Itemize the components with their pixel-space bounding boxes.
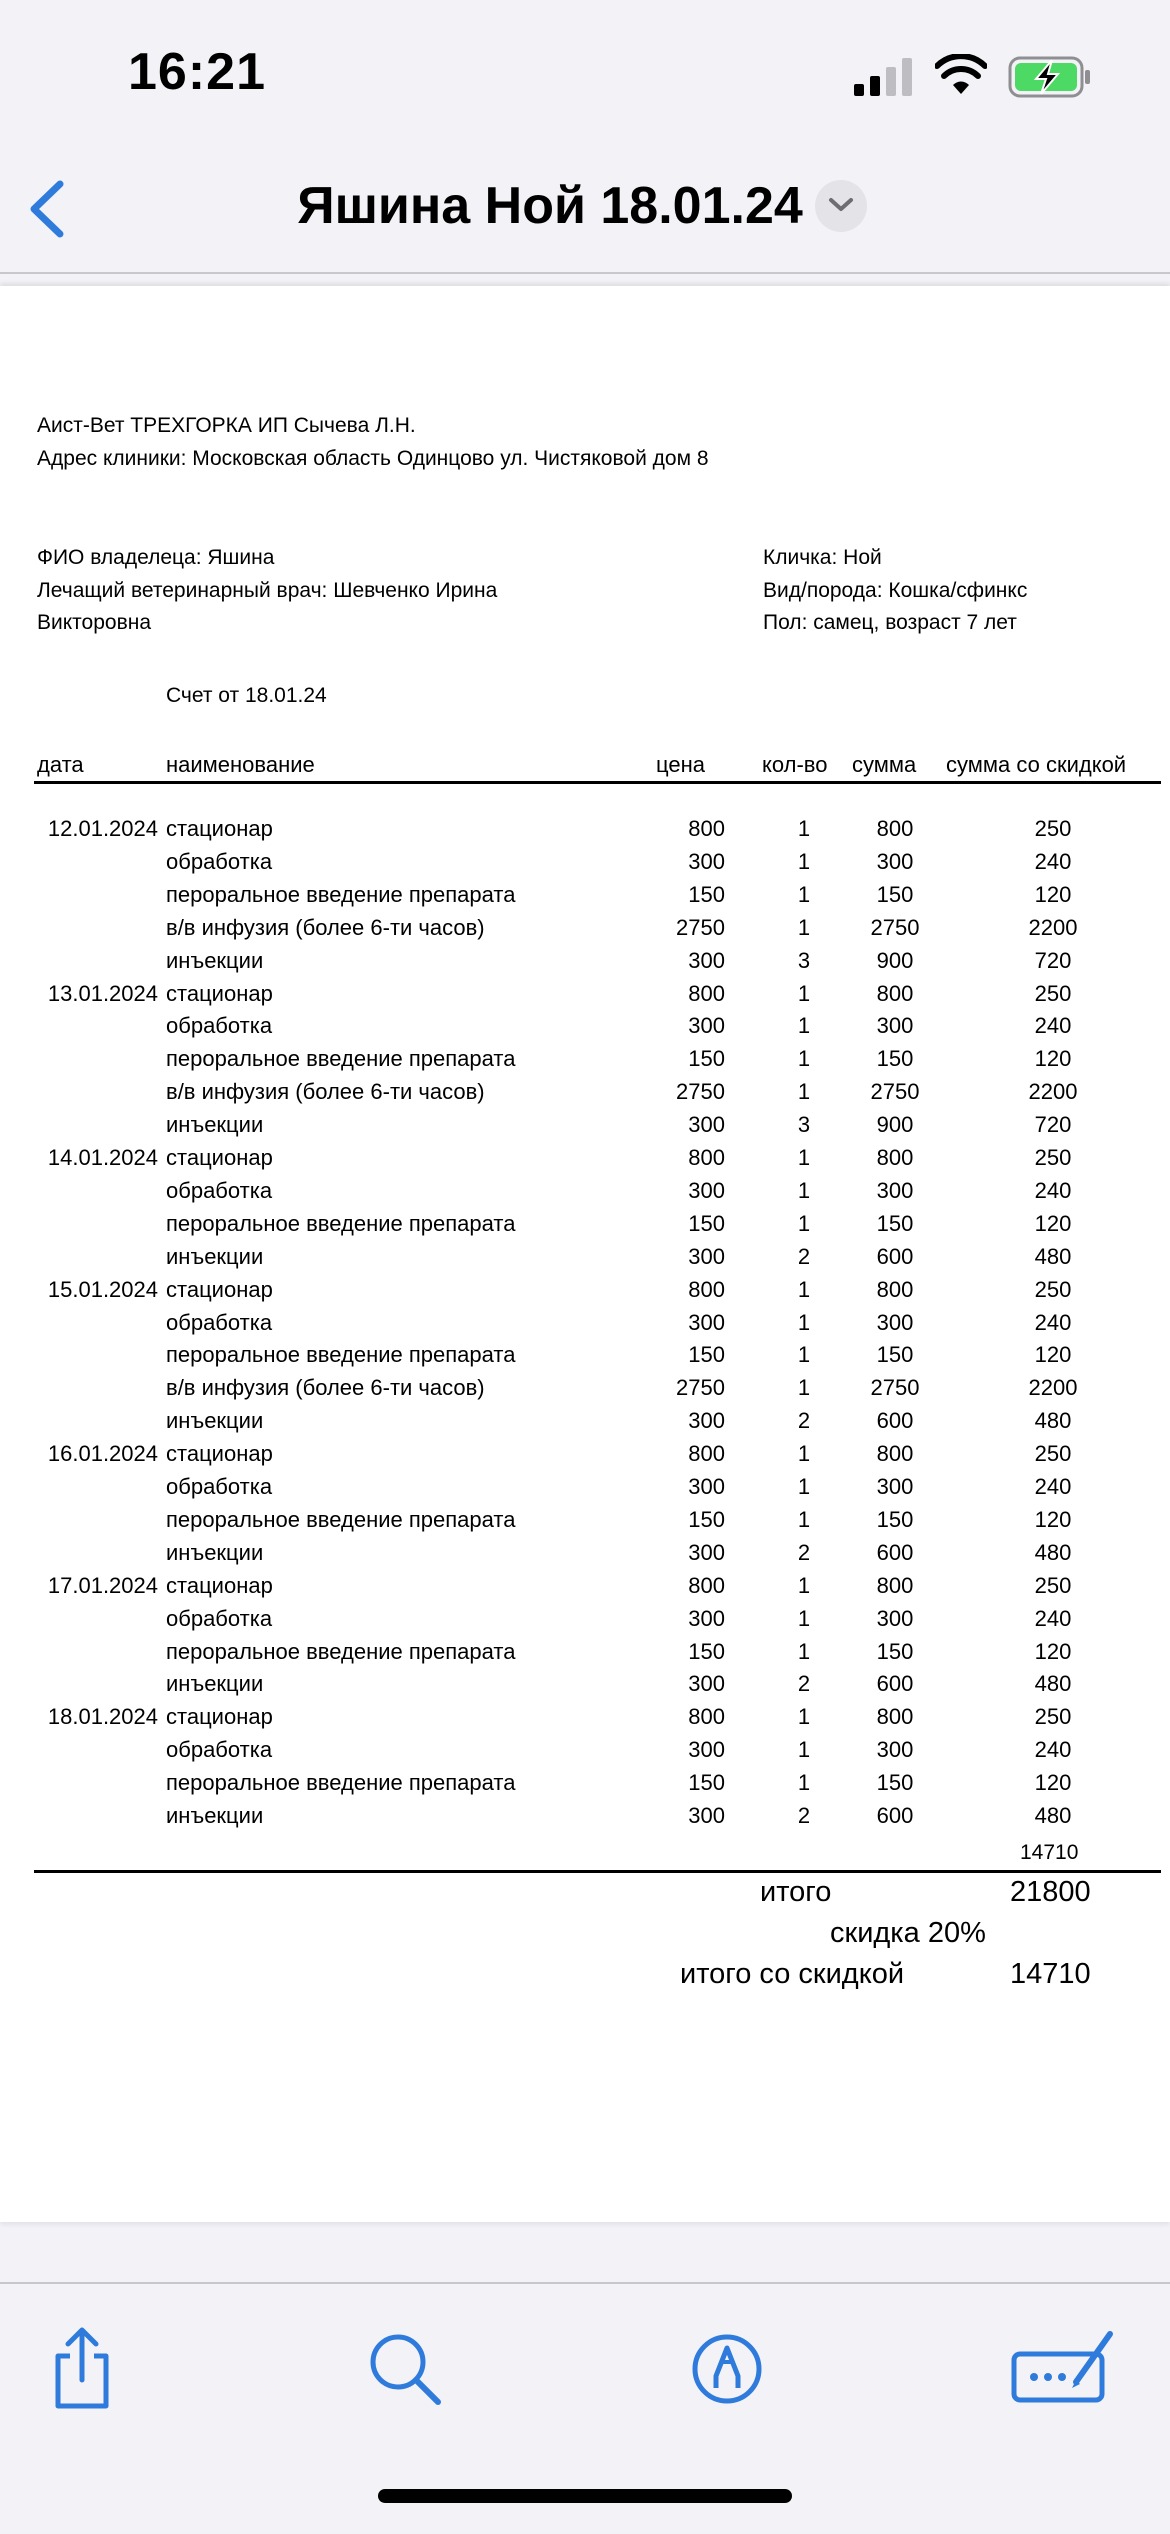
wifi-icon <box>935 54 987 96</box>
cell-qty: 2 <box>797 1243 811 1269</box>
cell-name: в/в инфузия (более 6-ти часов) <box>166 914 485 940</box>
cell-sum: 800 <box>876 816 914 841</box>
cell-sum: 150 <box>876 1770 914 1796</box>
cell-qty: 1 <box>797 1441 811 1467</box>
cell-discounted-sum: 120 <box>1034 1506 1072 1532</box>
cell-price: 300 <box>688 1605 725 1631</box>
cell-qty: 1 <box>797 1210 811 1236</box>
cell-name: инъекции <box>166 1243 264 1269</box>
cell-discounted-sum: 120 <box>1034 1638 1072 1664</box>
cell-name: инъекции <box>166 947 264 973</box>
table-row <box>0 1639 1170 1672</box>
table-row <box>0 849 1170 882</box>
column-header-discounted-sum: сумма со скидкой <box>946 752 1127 777</box>
owner-name: ФИО владелеца: Яшина <box>37 546 275 569</box>
cell-name: инъекции <box>166 1408 264 1434</box>
cell-qty: 1 <box>797 1046 811 1072</box>
cell-price: 300 <box>688 1474 725 1499</box>
cell-qty: 1 <box>797 1309 811 1335</box>
cell-sum: 600 <box>876 1408 914 1434</box>
cell-sum: 300 <box>876 1177 914 1203</box>
cell-price: 2750 <box>676 1079 725 1105</box>
cell-name: пероральное введение препарата <box>166 1506 516 1532</box>
cell-qty: 3 <box>797 947 811 973</box>
cell-price: 2750 <box>676 914 725 940</box>
table-row <box>0 1507 1170 1540</box>
cell-date: 13.01.2024 <box>47 980 158 1006</box>
cell-price: 800 <box>688 1704 725 1730</box>
cell-price: 300 <box>688 848 725 874</box>
document-title[interactable] <box>0 176 1170 236</box>
cell-name: стационар <box>166 980 273 1006</box>
table-row <box>0 1244 1170 1277</box>
cell-discounted-sum: 480 <box>1034 1243 1072 1269</box>
cell-sum: 900 <box>876 1112 914 1138</box>
table-row <box>0 1737 1170 1770</box>
cell-qty: 1 <box>797 1737 811 1763</box>
cell-price: 300 <box>688 1737 725 1763</box>
table-row <box>0 1770 1170 1803</box>
cell-price: 800 <box>688 1441 725 1467</box>
pet-breed: Вид/порода: Кошка/сфинкс <box>763 579 1028 602</box>
vet-name-line1: Лечащий ветеринарный врач: Шевченко Ирина <box>37 579 498 602</box>
cell-sum: 600 <box>876 1803 914 1828</box>
markup-icon <box>682 2324 772 2414</box>
cell-sum: 300 <box>876 1474 914 1499</box>
cell-price: 300 <box>688 1309 725 1335</box>
cell-price: 300 <box>688 1671 725 1697</box>
table-row <box>0 1408 1170 1441</box>
cell-discounted-sum: 2200 <box>1028 1079 1078 1105</box>
cell-name: пероральное введение препарата <box>166 881 516 907</box>
cell-discounted-sum: 2200 <box>1028 914 1078 940</box>
status-bar <box>0 0 1170 150</box>
cellular-signal-icon <box>852 58 914 98</box>
clinic-name: Аист-Вет ТРЕХГОРКА ИП Сычева Л.Н. <box>37 414 416 437</box>
cell-sum: 800 <box>876 1276 914 1302</box>
cell-qty: 1 <box>797 1474 811 1499</box>
cell-name: обработка <box>166 1309 273 1335</box>
table-row <box>0 816 1170 849</box>
final-total-label: итого со скидкой <box>680 1958 905 1990</box>
cell-sum: 300 <box>876 1737 914 1763</box>
cell-sum: 2750 <box>870 1079 920 1105</box>
navigation-bar <box>0 150 1170 274</box>
cell-name: стационар <box>166 1441 273 1467</box>
cell-qty: 3 <box>797 1112 811 1138</box>
cell-qty: 2 <box>797 1408 811 1434</box>
cell-date: 18.01.2024 <box>47 1704 158 1730</box>
column-header-name: наименование <box>166 752 315 777</box>
cell-qty: 1 <box>797 1342 811 1368</box>
cell-price: 300 <box>688 1112 725 1138</box>
table-row <box>0 1441 1170 1474</box>
cell-name: пероральное введение препарата <box>166 1210 516 1236</box>
cell-sum: 800 <box>876 1145 914 1170</box>
cell-discounted-sum: 240 <box>1034 848 1072 874</box>
cell-sum: 600 <box>876 1671 914 1697</box>
table-row <box>0 1079 1170 1112</box>
cell-qty: 1 <box>797 1013 811 1039</box>
cell-name: обработка <box>166 848 273 874</box>
cell-sum: 150 <box>876 1210 914 1236</box>
cell-qty: 1 <box>797 881 811 907</box>
cell-name: обработка <box>166 1013 273 1039</box>
cell-discounted-sum: 2200 <box>1028 1375 1078 1401</box>
cell-name: обработка <box>166 1737 273 1763</box>
cell-qty: 2 <box>797 1671 811 1697</box>
cell-qty: 1 <box>797 1605 811 1631</box>
table-row <box>0 1112 1170 1145</box>
cell-discounted-sum: 250 <box>1034 1704 1072 1730</box>
share-icon <box>40 2324 130 2414</box>
table-row <box>0 1375 1170 1408</box>
column-total-value: 14710 <box>1020 1841 1079 1864</box>
cell-qty: 1 <box>797 1177 811 1203</box>
form-fill-icon <box>1010 2324 1120 2414</box>
cell-price: 150 <box>688 1342 725 1368</box>
cell-qty: 1 <box>797 1770 811 1796</box>
cell-sum: 800 <box>876 1572 914 1598</box>
cell-price: 150 <box>688 1506 725 1532</box>
cell-price: 300 <box>688 1177 725 1203</box>
table-row <box>0 1310 1170 1343</box>
clinic-address: Адрес клиники: Московская область Одинцово ул. Чистяковой дом 8 <box>37 447 709 470</box>
cell-sum: 800 <box>876 980 914 1006</box>
table-row <box>0 948 1170 981</box>
cell-discounted-sum: 720 <box>1034 947 1072 973</box>
cell-discounted-sum: 120 <box>1034 1342 1072 1368</box>
table-row <box>0 1145 1170 1178</box>
cell-price: 300 <box>688 1243 725 1269</box>
title-menu-button[interactable] <box>815 180 867 232</box>
cell-name: обработка <box>166 1474 273 1499</box>
search-icon <box>360 2324 450 2414</box>
cell-qty: 1 <box>797 1145 811 1170</box>
total-value: 21800 <box>1010 1876 1091 1908</box>
table-row <box>0 882 1170 915</box>
document-title-text: Яшина Ной 18.01.24 <box>297 177 803 235</box>
cell-sum: 600 <box>876 1243 914 1269</box>
cell-price: 150 <box>688 1210 725 1236</box>
column-header-price: цена <box>656 752 705 777</box>
cell-discounted-sum: 120 <box>1034 881 1072 907</box>
cell-discounted-sum: 240 <box>1034 1605 1072 1631</box>
cell-name: стационар <box>166 1145 273 1170</box>
cell-discounted-sum: 120 <box>1034 1770 1072 1796</box>
cell-price: 300 <box>688 1539 725 1565</box>
table-row <box>0 1573 1170 1606</box>
cell-price: 300 <box>688 947 725 973</box>
status-time: 16:21 <box>128 43 266 101</box>
cell-sum: 800 <box>876 1441 914 1467</box>
table-row <box>0 1704 1170 1737</box>
table-row <box>0 1277 1170 1310</box>
cell-name: инъекции <box>166 1539 264 1565</box>
cell-name: пероральное введение препарата <box>166 1342 516 1368</box>
table-row <box>0 1474 1170 1507</box>
search-button[interactable] <box>360 2324 450 2414</box>
cell-discounted-sum: 250 <box>1034 1572 1072 1598</box>
discount-label: скидка 20% <box>830 1917 986 1949</box>
final-total-value: 14710 <box>1010 1958 1091 1990</box>
cell-qty: 1 <box>797 816 811 841</box>
cell-sum: 150 <box>876 1638 914 1664</box>
cell-qty: 2 <box>797 1803 811 1828</box>
cell-sum: 800 <box>876 1704 914 1730</box>
cell-discounted-sum: 480 <box>1034 1539 1072 1565</box>
cell-date: 15.01.2024 <box>47 1276 158 1302</box>
cell-price: 300 <box>688 1408 725 1434</box>
cell-qty: 2 <box>797 1539 811 1565</box>
table-row <box>0 981 1170 1014</box>
table-row <box>0 1803 1170 1836</box>
cell-price: 150 <box>688 1770 725 1796</box>
cell-qty: 1 <box>797 1506 811 1532</box>
cell-date: 17.01.2024 <box>47 1572 158 1598</box>
cell-name: в/в инфузия (более 6-ти часов) <box>166 1079 485 1105</box>
table-row <box>0 1046 1170 1079</box>
cell-discounted-sum: 250 <box>1034 1441 1072 1467</box>
cell-price: 800 <box>688 1572 725 1598</box>
table-row <box>0 1606 1170 1639</box>
cell-sum: 150 <box>876 1046 914 1072</box>
pet-sex-age: Пол: самец, возраст 7 лет <box>763 611 1017 634</box>
cell-sum: 2750 <box>870 1375 920 1401</box>
cell-qty: 1 <box>797 1572 811 1598</box>
cell-discounted-sum: 240 <box>1034 1309 1072 1335</box>
cell-name: обработка <box>166 1177 273 1203</box>
cell-discounted-sum: 120 <box>1034 1210 1072 1236</box>
cell-name: инъекции <box>166 1671 264 1697</box>
cell-price: 150 <box>688 1638 725 1664</box>
cell-sum: 300 <box>876 848 914 874</box>
cell-price: 150 <box>688 881 725 907</box>
cell-qty: 1 <box>797 1638 811 1664</box>
cell-discounted-sum: 480 <box>1034 1408 1072 1434</box>
cell-name: стационар <box>166 1572 273 1598</box>
cell-price: 300 <box>688 1013 725 1039</box>
cell-name: стационар <box>166 1704 273 1730</box>
vet-name-line2: Викторовна <box>37 611 152 634</box>
column-header-date: дата <box>37 752 84 777</box>
cell-sum: 300 <box>876 1013 914 1039</box>
totals-divider <box>34 1870 1161 1873</box>
cell-price: 800 <box>688 816 725 841</box>
cell-name: обработка <box>166 1605 273 1631</box>
cell-name: стационар <box>166 816 273 841</box>
cell-discounted-sum: 240 <box>1034 1013 1072 1039</box>
cell-name: в/в инфузия (более 6-ти часов) <box>166 1375 485 1401</box>
cell-discounted-sum: 480 <box>1034 1671 1072 1697</box>
cell-qty: 1 <box>797 1276 811 1302</box>
total-label: итого <box>760 1876 832 1908</box>
cell-discounted-sum: 250 <box>1034 816 1072 841</box>
cell-price: 300 <box>688 1803 725 1828</box>
cell-qty: 1 <box>797 1704 811 1730</box>
cell-discounted-sum: 240 <box>1034 1474 1072 1499</box>
invoice-title: Счет от 18.01.24 <box>166 684 327 707</box>
cell-name: стационар <box>166 1276 273 1302</box>
table-row <box>0 1540 1170 1573</box>
column-header-sum: сумма <box>852 752 917 777</box>
cell-name: пероральное введение препарата <box>166 1046 516 1072</box>
document-page[interactable] <box>0 286 1170 2222</box>
cell-discounted-sum: 250 <box>1034 980 1072 1006</box>
table-header-divider <box>34 781 1161 784</box>
markup-button[interactable] <box>682 2324 772 2414</box>
cell-discounted-sum: 240 <box>1034 1177 1072 1203</box>
cell-sum: 300 <box>876 1605 914 1631</box>
table-row <box>0 915 1170 948</box>
cell-discounted-sum: 480 <box>1034 1803 1072 1828</box>
cell-price: 800 <box>688 1276 725 1302</box>
form-fill-button[interactable] <box>1010 2324 1120 2414</box>
cell-sum: 900 <box>876 947 914 973</box>
cell-name: пероральное введение препарата <box>166 1770 516 1796</box>
cell-qty: 1 <box>797 914 811 940</box>
cell-date: 14.01.2024 <box>47 1145 158 1170</box>
cell-sum: 600 <box>876 1539 914 1565</box>
battery-charging-icon <box>1008 56 1092 98</box>
cell-price: 150 <box>688 1046 725 1072</box>
cell-discounted-sum: 250 <box>1034 1145 1072 1170</box>
home-indicator[interactable] <box>378 2489 792 2503</box>
table-row <box>0 1211 1170 1244</box>
cell-qty: 1 <box>797 1375 811 1401</box>
column-header-qty: кол-во <box>762 752 828 777</box>
cell-price: 800 <box>688 1145 725 1170</box>
share-button[interactable] <box>40 2324 130 2414</box>
table-row <box>0 1013 1170 1046</box>
cell-qty: 1 <box>797 848 811 874</box>
table-row <box>0 1178 1170 1211</box>
table-row <box>0 1342 1170 1375</box>
cell-price: 800 <box>688 980 725 1006</box>
cell-sum: 150 <box>876 1506 914 1532</box>
table-row <box>0 1671 1170 1704</box>
cell-sum: 2750 <box>870 914 920 940</box>
cell-name: инъекции <box>166 1112 264 1138</box>
cell-discounted-sum: 250 <box>1034 1276 1072 1302</box>
chevron-down-icon <box>828 196 854 214</box>
cell-discounted-sum: 720 <box>1034 1112 1072 1138</box>
cell-sum: 300 <box>876 1309 914 1335</box>
cell-discounted-sum: 120 <box>1034 1046 1072 1072</box>
cell-sum: 150 <box>876 881 914 907</box>
cell-discounted-sum: 240 <box>1034 1737 1072 1763</box>
cell-name: пероральное введение препарата <box>166 1638 516 1664</box>
cell-sum: 150 <box>876 1342 914 1368</box>
pet-name: Кличка: Ной <box>763 546 882 569</box>
cell-qty: 1 <box>797 980 811 1006</box>
cell-date: 16.01.2024 <box>47 1441 158 1467</box>
cell-date: 12.01.2024 <box>47 816 158 841</box>
cell-price: 2750 <box>676 1375 725 1401</box>
cell-qty: 1 <box>797 1079 811 1105</box>
cell-name: инъекции <box>166 1803 264 1828</box>
